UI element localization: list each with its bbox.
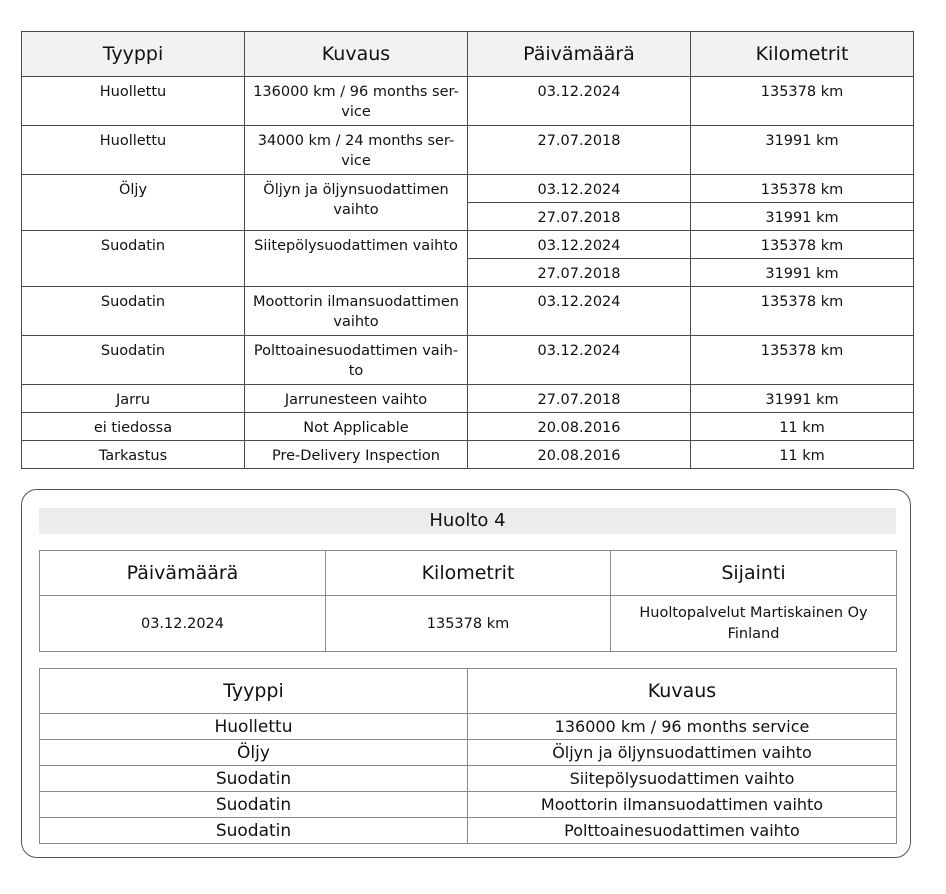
service-location [611,596,897,652]
item-type: Huollettu [40,714,468,740]
meta-header-km: Kilometrit [326,551,611,596]
history-row [22,231,914,259]
history-header-date: Päivämäärä [468,32,691,77]
history-km: 31991 km [691,385,914,413]
history-type: Huollettu [22,126,245,175]
item-type: Suodatin [40,766,468,792]
history-type: Huollettu [22,77,245,126]
service-date: 03.12.2024 [40,596,326,652]
history-header-type: Tyyppi [22,32,245,77]
history-date: 27.07.2018 [468,385,691,413]
history-date: 20.08.2016 [468,441,691,469]
history-type: Suodatin [22,287,245,336]
meta-header-location: Sijainti [611,551,897,596]
item-description: Polttoainesuodattimen vaihto [468,818,897,844]
items-header-row [40,669,897,714]
history-date: 03.12.2024 [468,287,691,336]
history-header-km: Kilometrit [691,32,914,77]
history-description: Jarrunesteen vaihto [245,385,468,413]
history-date: 03.12.2024 [468,336,691,385]
service-item-row [40,740,897,766]
service-items-table [39,668,897,844]
history-date: 03.12.2024 [468,175,691,203]
history-row [22,413,914,441]
history-row [22,287,914,336]
item-description: Siitepölysuodattimen vaihto [468,766,897,792]
history-description: Öljyn ja öljynsuodattimen vaihto [245,175,468,231]
history-row [22,336,914,385]
history-description: 136000 km / 96 months ser- vice [245,77,468,126]
history-row [22,77,914,126]
history-type: Öljy [22,175,245,231]
history-km: 135378 km [691,175,914,203]
history-row [22,175,914,203]
history-description: Siitepölysuodattimen vaihto [245,231,468,287]
item-description: Moottorin ilmansuodattimen vaihto [468,792,897,818]
history-km: 31991 km [691,259,914,287]
item-type: Suodatin [40,792,468,818]
history-date: 03.12.2024 [468,77,691,126]
history-header-row [22,32,914,77]
service-meta-table [39,550,897,652]
history-km: 31991 km [691,126,914,175]
history-km: 11 km [691,413,914,441]
item-description: Öljyn ja öljynsuodattimen vaihto [468,740,897,766]
service-card [21,489,911,858]
history-header-description: Kuvaus [245,32,468,77]
history-type: Jarru [22,385,245,413]
history-row [22,441,914,469]
items-header-description: Kuvaus [468,669,897,714]
history-km: 135378 km [691,231,914,259]
history-description: Pre-Delivery Inspection [245,441,468,469]
meta-header-date: Päivämäärä [40,551,326,596]
history-description: Not Applicable [245,413,468,441]
meta-header-row [40,551,897,596]
history-row [22,385,914,413]
history-date: 20.08.2016 [468,413,691,441]
history-type: Tarkastus [22,441,245,469]
history-km: 135378 km [691,77,914,126]
history-date: 03.12.2024 [468,231,691,259]
item-description: 136000 km / 96 months service [468,714,897,740]
history-km: 135378 km [691,287,914,336]
history-type: Suodatin [22,231,245,287]
items-header-type: Tyyppi [40,669,468,714]
service-item-row [40,818,897,844]
history-description: 34000 km / 24 months ser- vice [245,126,468,175]
history-date: 27.07.2018 [468,259,691,287]
service-km: 135378 km [326,596,611,652]
history-description: Moottorin ilmansuodattimen vaihto [245,287,468,336]
history-km: 11 km [691,441,914,469]
service-item-row [40,766,897,792]
history-km: 135378 km [691,336,914,385]
service-title: Huolto 4 [39,508,896,534]
location-country: Finland [727,625,780,642]
location-name: Huoltopalvelut Martiskainen Oy [639,604,868,621]
history-type: ei tiedossa [22,413,245,441]
meta-value-row [40,596,897,652]
history-type: Suodatin [22,336,245,385]
service-item-row [40,792,897,818]
item-type: Suodatin [40,818,468,844]
history-description: Polttoainesuodattimen vaih- to [245,336,468,385]
history-row [22,126,914,175]
service-history-table [21,31,914,469]
history-km: 31991 km [691,203,914,231]
history-date: 27.07.2018 [468,126,691,175]
service-item-row [40,714,897,740]
item-type: Öljy [40,740,468,766]
history-date: 27.07.2018 [468,203,691,231]
